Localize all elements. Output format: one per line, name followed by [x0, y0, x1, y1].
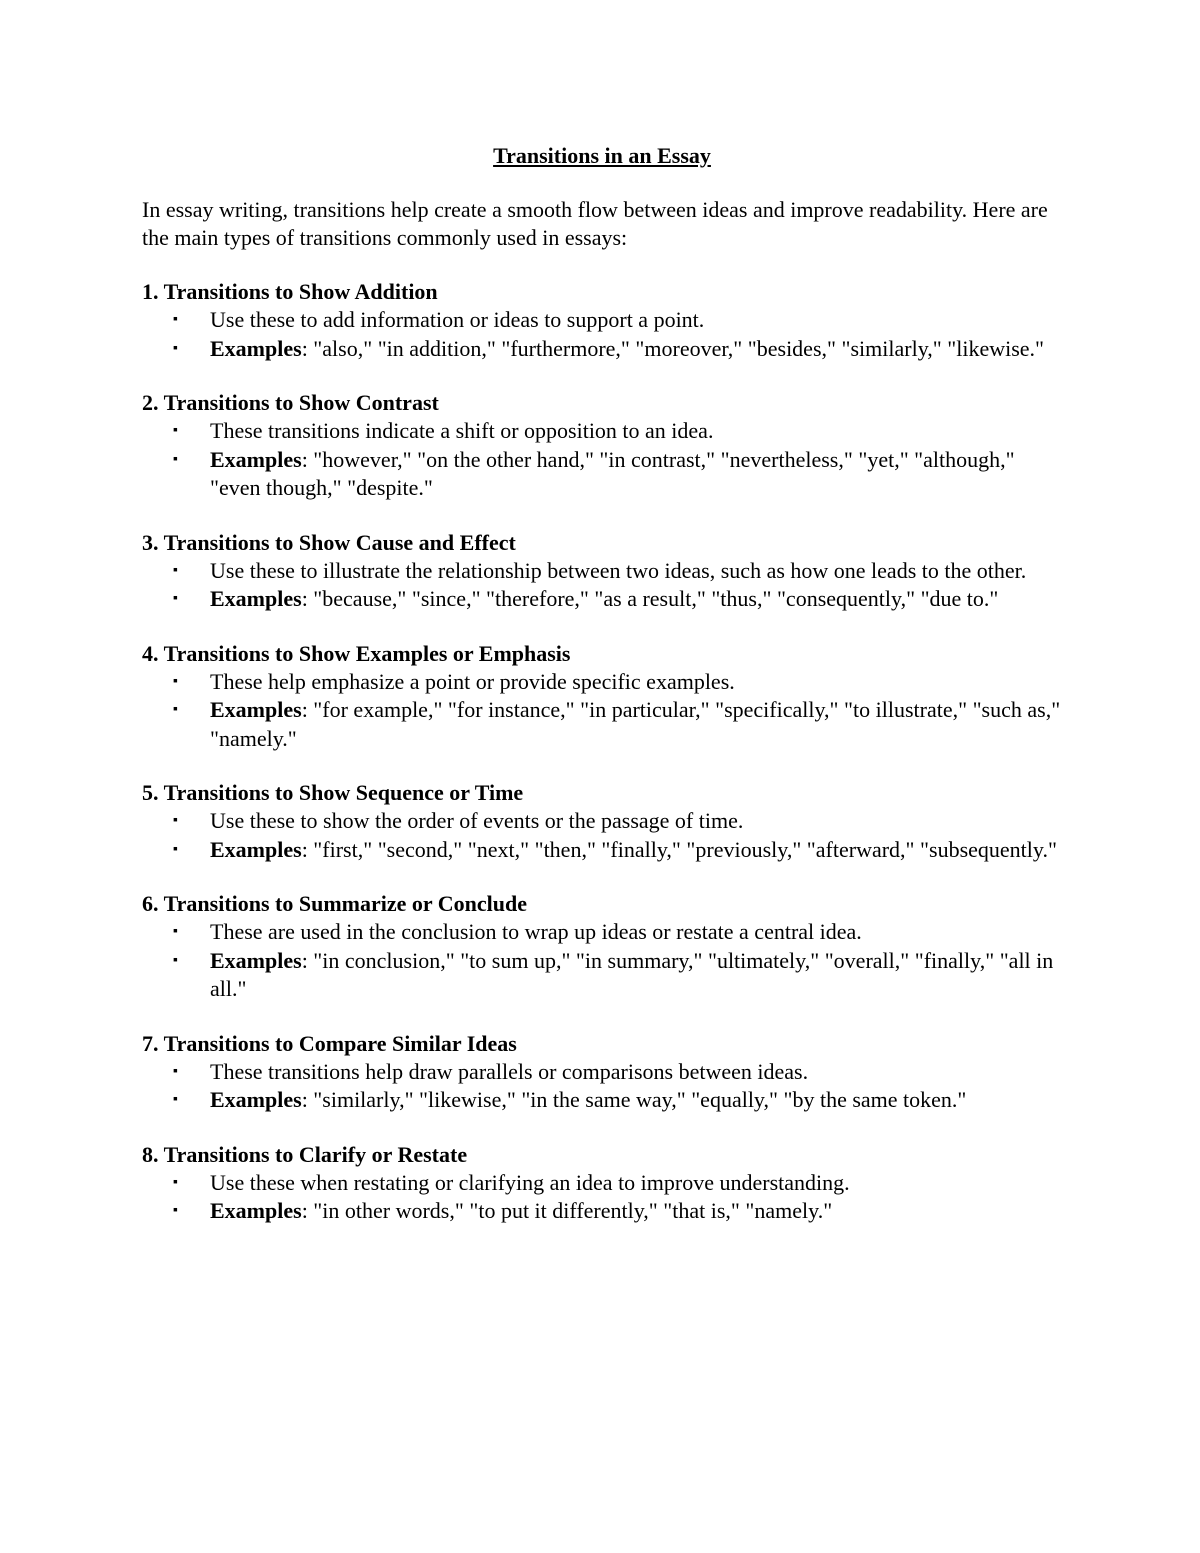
section-heading: 7. Transitions to Compare Similar Ideas [142, 1030, 517, 1056]
bullet-list [142, 557, 1062, 614]
examples-bullet [142, 446, 1062, 503]
examples-text: : "first," "second," "next," "then," "finally," "previously," "afterward," "subsequently." [301, 836, 1057, 862]
transition-section [142, 1030, 1062, 1115]
transition-section [142, 278, 1062, 363]
examples-label: Examples [210, 335, 302, 361]
bullet-list [142, 1169, 1062, 1226]
bullet-square-icon: ▪ [173, 1092, 178, 1107]
bullet-square-icon: ▪ [173, 924, 178, 939]
section-heading: 4. Transitions to Show Examples or Emphasis [142, 640, 571, 666]
bullet-square-icon: ▪ [173, 312, 178, 327]
examples-label: Examples [210, 586, 302, 611]
examples-text: : "for example," "for instance," "in particular," "specifically," "to illustrate," "such as," "namely." [210, 697, 1061, 751]
bullet-square-icon: ▪ [173, 813, 178, 828]
bullet-list [142, 417, 1062, 503]
examples-bullet [142, 1086, 1062, 1115]
description-text: These help emphasize a point or provide specific examples. [210, 668, 735, 694]
description-bullet [142, 807, 1062, 836]
examples-label: Examples [210, 1198, 302, 1223]
bullet-square-icon: ▪ [173, 451, 178, 467]
description-text: Use these to add information or ideas to support a point. [210, 307, 705, 332]
bullet-square-icon: ▪ [173, 562, 178, 578]
bullet-list [142, 918, 1062, 1004]
description-bullet [142, 1058, 1062, 1087]
transition-section [142, 389, 1062, 503]
description-bullet [142, 1169, 1062, 1198]
examples-label: Examples [210, 446, 302, 472]
bullet-square-icon: ▪ [173, 952, 178, 968]
bullet-list [142, 807, 1062, 864]
description-text: These are used in the conclusion to wrap up ideas or restate a central idea. [210, 919, 862, 944]
bullet-list [142, 306, 1062, 363]
description-text: Use these when restating or clarifying an idea to improve understanding. [210, 1169, 850, 1195]
examples-bullet [142, 335, 1062, 364]
description-bullet [142, 417, 1062, 446]
description-bullet [142, 668, 1062, 697]
sections-container [142, 278, 1062, 1226]
examples-label: Examples [210, 697, 302, 722]
section-heading: 1. Transitions to Show Addition [142, 279, 438, 304]
examples-bullet [142, 585, 1062, 614]
transition-section [142, 779, 1062, 864]
bullet-square-icon: ▪ [173, 702, 178, 717]
section-heading: 3. Transitions to Show Cause and Effect [142, 529, 516, 555]
description-bullet [142, 918, 1062, 947]
section-heading: 5. Transitions to Show Sequence or Time [142, 780, 524, 805]
examples-text: : "similarly," "likewise," "in the same way," "equally," "by the same token." [301, 1087, 967, 1112]
transition-section [142, 529, 1062, 614]
examples-text: : "however," "on the other hand," "in contrast," "nevertheless," "yet," "although," "even though," "despite." [210, 446, 1015, 500]
section-heading: 6. Transitions to Summarize or Conclude [142, 891, 528, 916]
transition-section [142, 1141, 1062, 1226]
section-heading: 8. Transitions to Clarify or Restate [142, 1141, 468, 1167]
description-text: These transitions help draw parallels or comparisons between ideas. [210, 1058, 809, 1084]
examples-bullet [142, 1197, 1062, 1226]
examples-bullet [142, 696, 1062, 753]
bullet-square-icon: ▪ [173, 1174, 178, 1190]
examples-label: Examples [210, 947, 302, 973]
bullet-list [142, 1058, 1062, 1115]
examples-text: : "also," "in addition," "furthermore," "moreover," "besides," "similarly," "likewise." [301, 335, 1045, 361]
examples-text: : "in conclusion," "to sum up," "in summary," "ultimately," "overall," "finally," "all in all." [210, 947, 1054, 1001]
bullet-square-icon: ▪ [173, 841, 178, 857]
section-heading: 2. Transitions to Show Contrast [142, 390, 439, 415]
bullet-square-icon: ▪ [173, 1203, 178, 1218]
description-text: Use these to show the order of events or the passage of time. [210, 808, 744, 833]
intro-paragraph: In essay writing, transitions help create a smooth flow between ideas and improve readability. Here are the main types of transitions commonly used in essays: [142, 197, 1048, 250]
examples-text: : "in other words," "to put it differently," "that is," "namely." [301, 1198, 833, 1223]
examples-label: Examples [210, 836, 302, 862]
bullet-square-icon: ▪ [173, 673, 178, 689]
transition-section [142, 890, 1062, 1004]
description-bullet [142, 557, 1062, 586]
bullet-square-icon: ▪ [173, 423, 178, 438]
bullet-square-icon: ▪ [173, 591, 178, 606]
examples-text: : "because," "since," "therefore," "as a result," "thus," "consequently," "due to." [301, 586, 999, 611]
document-page [142, 142, 1062, 1252]
bullet-square-icon: ▪ [173, 340, 178, 356]
examples-bullet [142, 836, 1062, 865]
examples-label: Examples [210, 1087, 302, 1112]
transition-section [142, 640, 1062, 754]
description-text: Use these to illustrate the relationship between two ideas, such as how one leads to the other. [210, 557, 1027, 583]
description-text: These transitions indicate a shift or opposition to an idea. [210, 418, 714, 443]
bullet-square-icon: ▪ [173, 1063, 178, 1079]
description-bullet [142, 306, 1062, 335]
bullet-list [142, 668, 1062, 754]
document-title: Transitions in an Essay [493, 143, 711, 168]
examples-bullet [142, 947, 1062, 1004]
